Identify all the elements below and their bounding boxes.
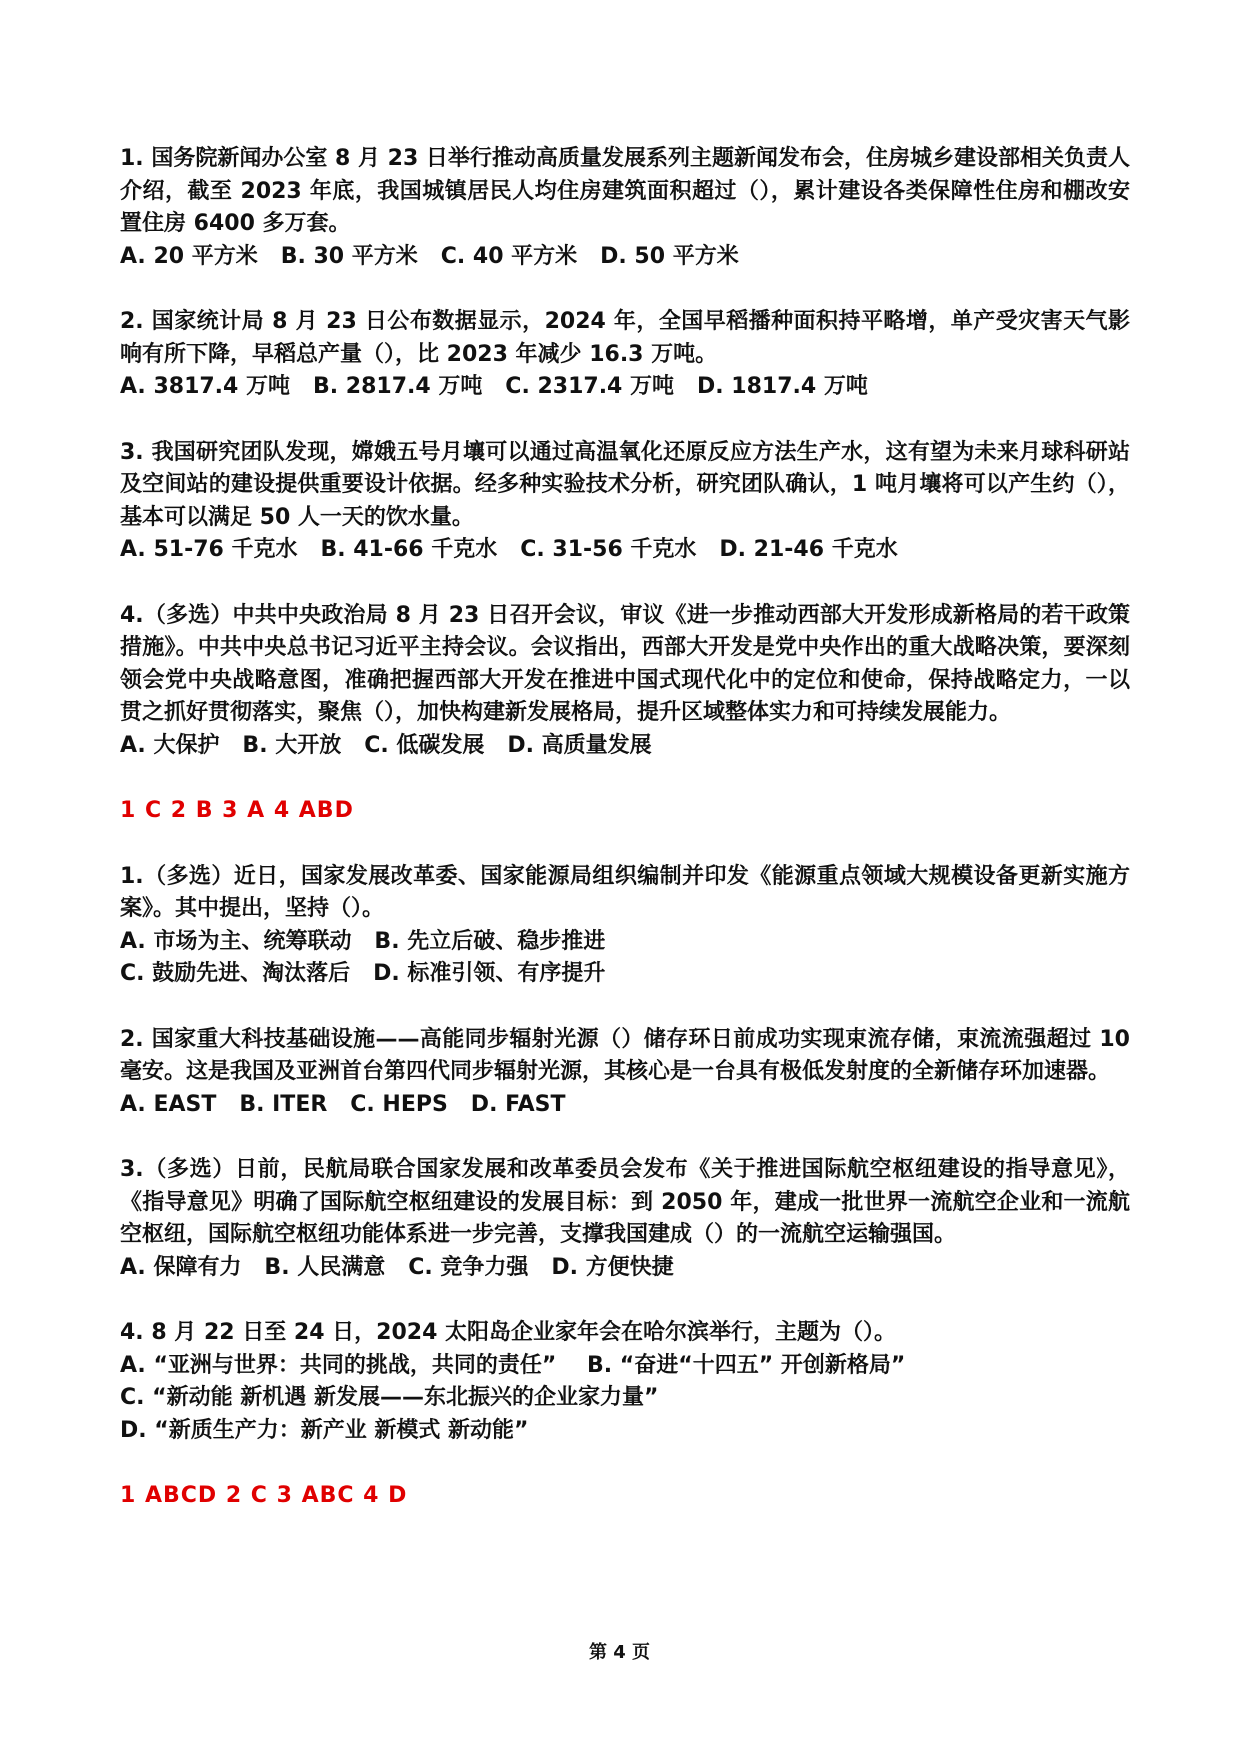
question	[120, 143, 1130, 273]
question	[120, 437, 1130, 567]
question-stem: 4.（多选）中共中央政治局 8 月 23 日召开会议，审议《进一步推动西部大开发形成新格局的若干政策措施》。中共中央总书记习近平主持会议。会议指出，西部大开发是党中央作出的重大战略决策，要深刻领会党中央战略意图，准确把握西部大开发在推进中国式现代化中的定位和使命，保持战略定力，一以贯之抓好贯彻落实，聚焦（），加快构建新发展格局，提升区域整体实力和可持续发展能力。	[120, 602, 1130, 725]
question	[120, 1317, 1130, 1447]
question-options: A. EAST B. ITER C. HEPS D. FAST	[120, 1091, 566, 1117]
document-page	[120, 143, 1130, 1546]
answer-key: 1 ABCD 2 C 3 ABC 4 D	[120, 1483, 408, 1508]
section-1	[120, 143, 1130, 828]
answer-key: 1 C 2 B 3 A 4 ABD	[120, 798, 354, 823]
question-stem: 1.（多选）近日，国家发展改革委、国家能源局组织编制并印发《能源重点领域大规模设备更新实施方案》。其中提出，坚持（）。	[120, 863, 1130, 921]
question-stem: 3.（多选）日前，民航局联合国家发展和改革委员会发布《关于推进国际航空枢纽建设的指导意见》，《指导意见》明确了国际航空枢纽建设的发展目标：到 2050 年，建成一批世界一流航空企业和一流航空枢纽，国际航空枢纽功能体系进一步完善，支撑我国建成（）的一流航空运输强国。	[120, 1157, 1130, 1247]
question-options: A. 51-76 千克水 B. 41-66 千克水 C. 31-56 千克水 D. 21-46 千克水	[120, 537, 898, 562]
question-stem: 2. 国家重大科技基础设施——高能同步辐射光源（）储存环日前成功实现束流存储，束流流强超过 10 毫安。这是我国及亚洲首台第四代同步辐射光源，其核心是一台具有极低发射度的全新储存环加速器。	[120, 1026, 1130, 1084]
question	[120, 861, 1130, 991]
question-options: A. 大保护 B. 大开放 C. 低碳发展 D. 高质量发展	[120, 732, 652, 758]
page-number: 第 4 页	[588, 1642, 651, 1663]
question-stem: 4. 8 月 22 日至 24 日，2024 太阳岛企业家年会在哈尔滨举行，主题为（）。	[120, 1320, 897, 1345]
question	[120, 306, 1130, 404]
question-options: D. “新质生产力：新产业 新模式 新动能”	[120, 1417, 529, 1443]
question-options: A. “亚洲与世界：共同的挑战，共同的责任” B. “奋进“十四五” 开创新格局”	[120, 1352, 906, 1378]
question-stem: 3. 我国研究团队发现，嫦娥五号月壤可以通过高温氧化还原反应方法生产水，这有望为未来月球科研站及空间站的建设提供重要设计依据。经多种实验技术分析，研究团队确认，1 吨月壤将可以产生约（），基本可以满足 50 人一天的饮水量。	[120, 439, 1130, 530]
question	[120, 1024, 1130, 1122]
question-options: A. 保障有力 B. 人民满意 C. 竞争力强 D. 方便快捷	[120, 1254, 674, 1280]
question-stem: 1. 国务院新闻办公室 8 月 23 日举行推动高质量发展系列主题新闻发布会，住房城乡建设部相关负责人介绍，截至 2023 年底，我国城镇居民人均住房建筑面积超过（），累计建设各类保障性住房和棚改安置住房 6400 多万套。	[120, 146, 1130, 236]
question-options: A. 20 平方米 B. 30 平方米 C. 40 平方米 D. 50 平方米	[120, 243, 739, 269]
question-options: C. 鼓励先进、淘汰落后 D. 标准引领、有序提升	[120, 961, 606, 986]
question-options: C. “新动能 新机遇 新发展——东北振兴的企业家力量”	[120, 1385, 659, 1410]
question-stem: 2. 国家统计局 8 月 23 日公布数据显示，2024 年，全国早稻播种面积持平略增，单产受灾害天气影响有所下降，早稻总产量（），比 2023 年减少 16.3 万吨。	[120, 309, 1130, 367]
question-options: A. 市场为主、统筹联动 B. 先立后破、稳步推进	[120, 928, 606, 954]
section-2	[120, 861, 1130, 1513]
question	[120, 1154, 1130, 1284]
question	[120, 600, 1130, 763]
question-options: A. 3817.4 万吨 B. 2817.4 万吨 C. 2317.4 万吨 D. 1817.4 万吨	[120, 374, 868, 399]
